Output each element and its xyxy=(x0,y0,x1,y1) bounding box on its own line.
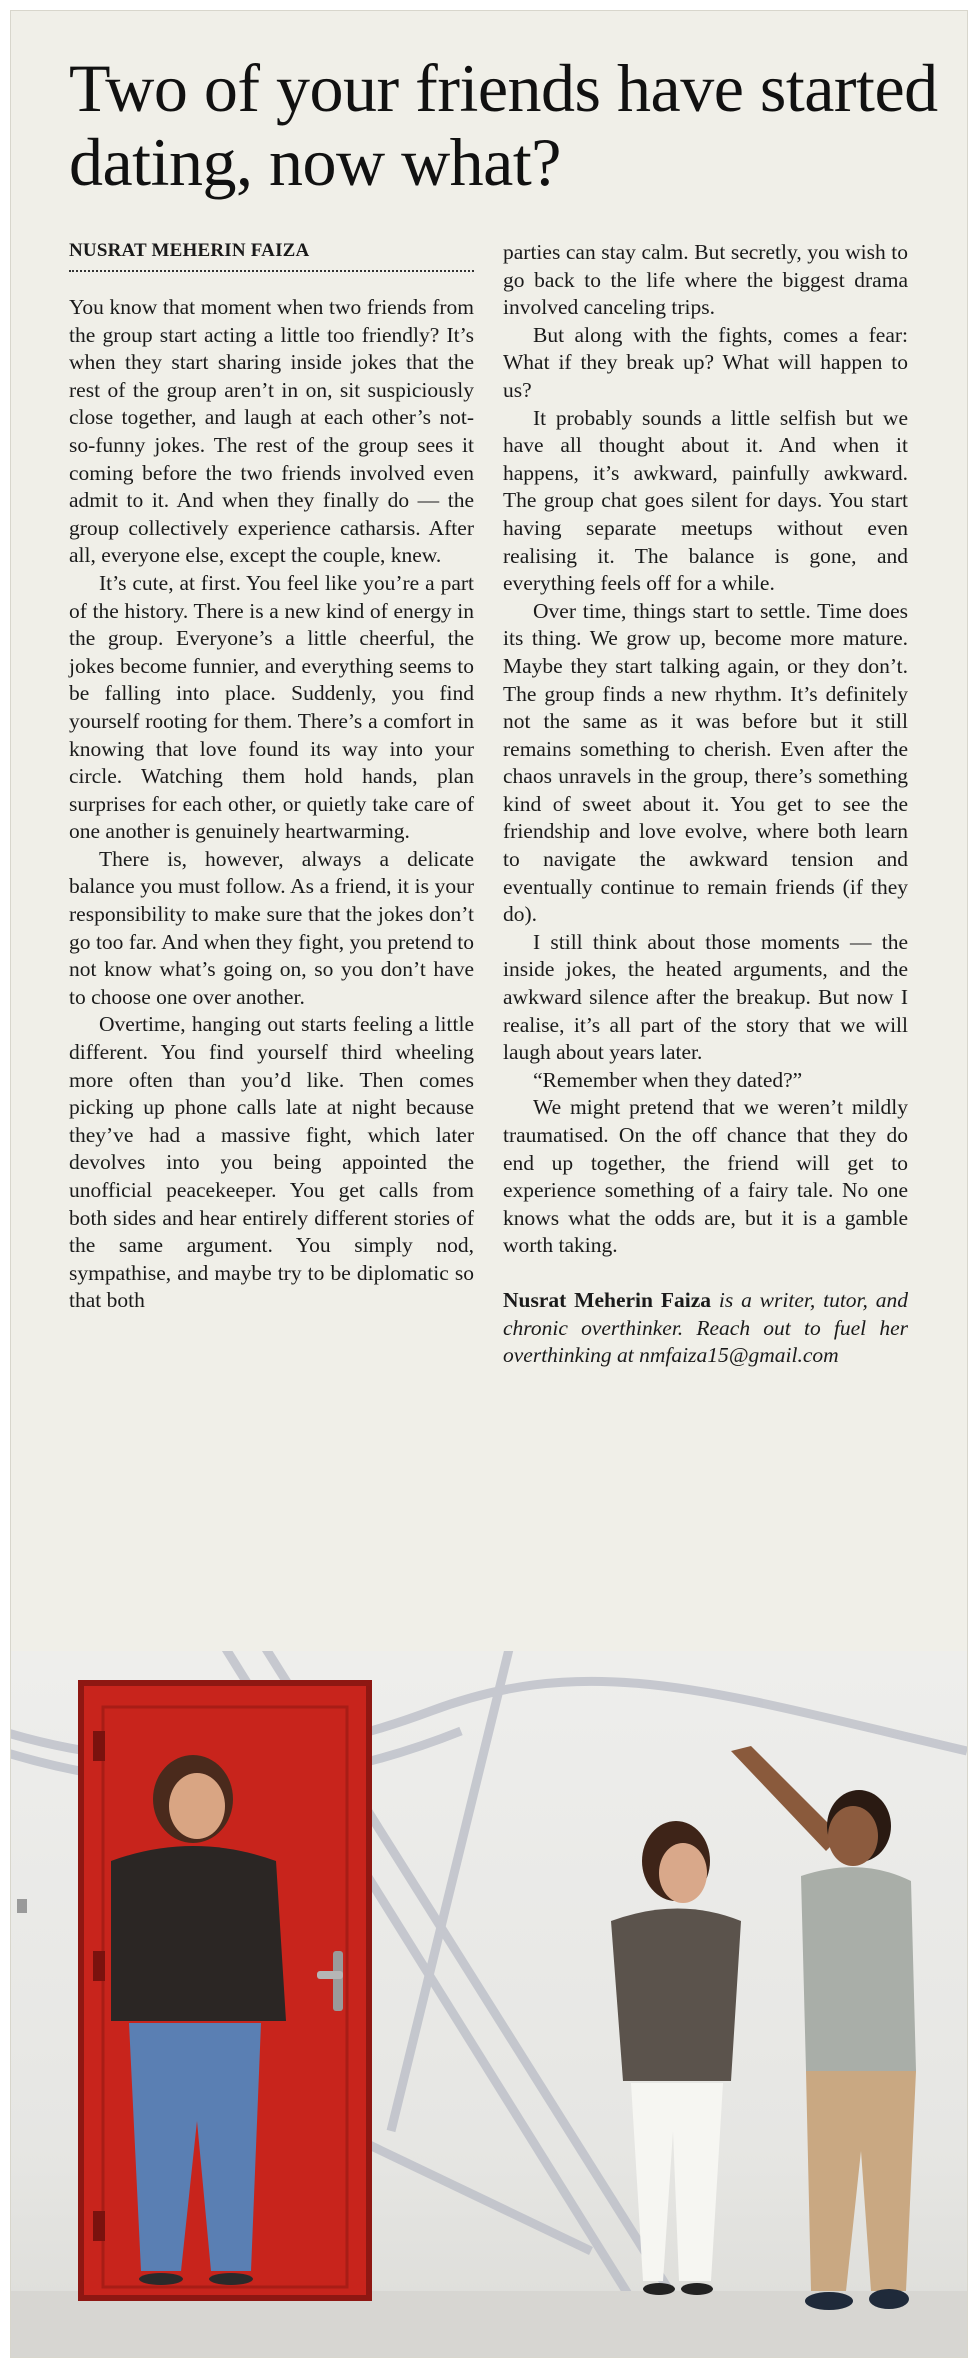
person-right xyxy=(731,1746,916,2310)
photo-illustration xyxy=(11,1651,967,2357)
door-hinge xyxy=(93,2211,105,2241)
article-column-right xyxy=(503,239,908,1639)
article-paragraph: I still think about those moments — the inside jokes, the heated arguments, and the awkward silence after the breakup. But now I realise, it’s all part of the story that we will laugh about years later. xyxy=(503,929,908,1065)
article-column-left xyxy=(69,294,474,1634)
article-paragraph: It probably sounds a little selfish but we have all thought about it. And when it happens, it’s awkward, painfully awkward. The group chat goes silent for days. You start having separate meetups without even realising it. The balance is gone, and everything feels off for a while. xyxy=(503,405,908,596)
author-bio-description: is a writer, tutor, and chronic overthinker. Reach out to fuel her overthinking at nmfaiza15@gmail.com xyxy=(503,1287,909,1368)
article-paragraph: “Remember when they dated?” xyxy=(533,1067,803,1092)
article-paragraph: You know that moment when two friends from the group start acting a little too friendly? It’s when they start sharing inside jokes that the rest of the group aren’t in on, sit suspiciously close together, and laugh at each other’s not-so-funny jokes. The rest of the group sees it coming before the two friends involved even admit to it. And when they finally do — the group collectively experience catharsis. After all, everyone else, except the couple, knew. xyxy=(69,295,474,568)
article-paragraph: Over time, things start to settle. Time does its thing. We grow up, become more mature. Maybe they start talking again, or they don’t. The group finds a new rhythm. It’s definitely not the same as it was before but it still remains something to cherish. Even after the chaos unravels in the group, there’s something kind of sweet about it. You get to see the friendship and love evolve, where both learn to navigate the awkward tension and eventually continue to remain friends (if they do). xyxy=(503,598,908,927)
door-hinge xyxy=(93,1731,105,1761)
headline: Two of your friends have started dating, now what? xyxy=(69,50,938,200)
article-paragraph: But along with the fights, comes a fear: What if they break up? What will happen to us? xyxy=(503,322,908,402)
article-paragraph: parties can stay calm. But secretly, you wish to go back to the life where the biggest drama involved canceling trips. xyxy=(503,240,908,320)
door-handle xyxy=(333,1951,343,2011)
author-bio xyxy=(503,1287,908,1370)
article-photo xyxy=(11,1651,967,2357)
wall-switch xyxy=(17,1899,27,1913)
byline: NUSRAT MEHERIN FAIZA xyxy=(69,240,474,272)
door-lever xyxy=(317,1971,343,1979)
article-paragraph: There is, however, always a delicate balance you must follow. As a friend, it is your responsibility to make sure that the jokes don’t go too far. And when they fight, you pretend to not know what’s going on, so you don’t have to choose one over another. xyxy=(69,846,474,1009)
newspaper-page xyxy=(10,10,968,2358)
article-paragraph: We might pretend that we weren’t mildly traumatised. On the off chance that they do end up together, the friend will get to experience something of a fairy tale. No one knows what the odds are, but it is a gamble worth taking. xyxy=(503,1095,908,1258)
article-paragraph: It’s cute, at first. You feel like you’re a part of the history. There is a new kind of energy in the group. Everyone’s a little cheerful, the jokes become funnier, and everything seems to be falling into place. Suddenly, you find yourself rooting for them. There’s a comfort in knowing that love found its way into your circle. Watching them hold hands, plan surprises for each other, or quietly take care of one another is genuinely heartwarming. xyxy=(69,570,474,844)
article-paragraph: Overtime, hanging out starts feeling a little different. You find yourself third wheeling more often than you’d like. Then comes picking up phone calls late at night because they’ve had a massive fight, which later devolves into you being appointed the unofficial peacekeeper. You get calls from both sides and hear entirely different stories of the same argument. You simply nod, sympathise, and maybe try to be diplomatic so that both xyxy=(69,1012,474,1313)
door-hinge xyxy=(93,1951,105,1981)
author-bio-name: Nusrat Meherin Faiza xyxy=(503,1287,711,1312)
